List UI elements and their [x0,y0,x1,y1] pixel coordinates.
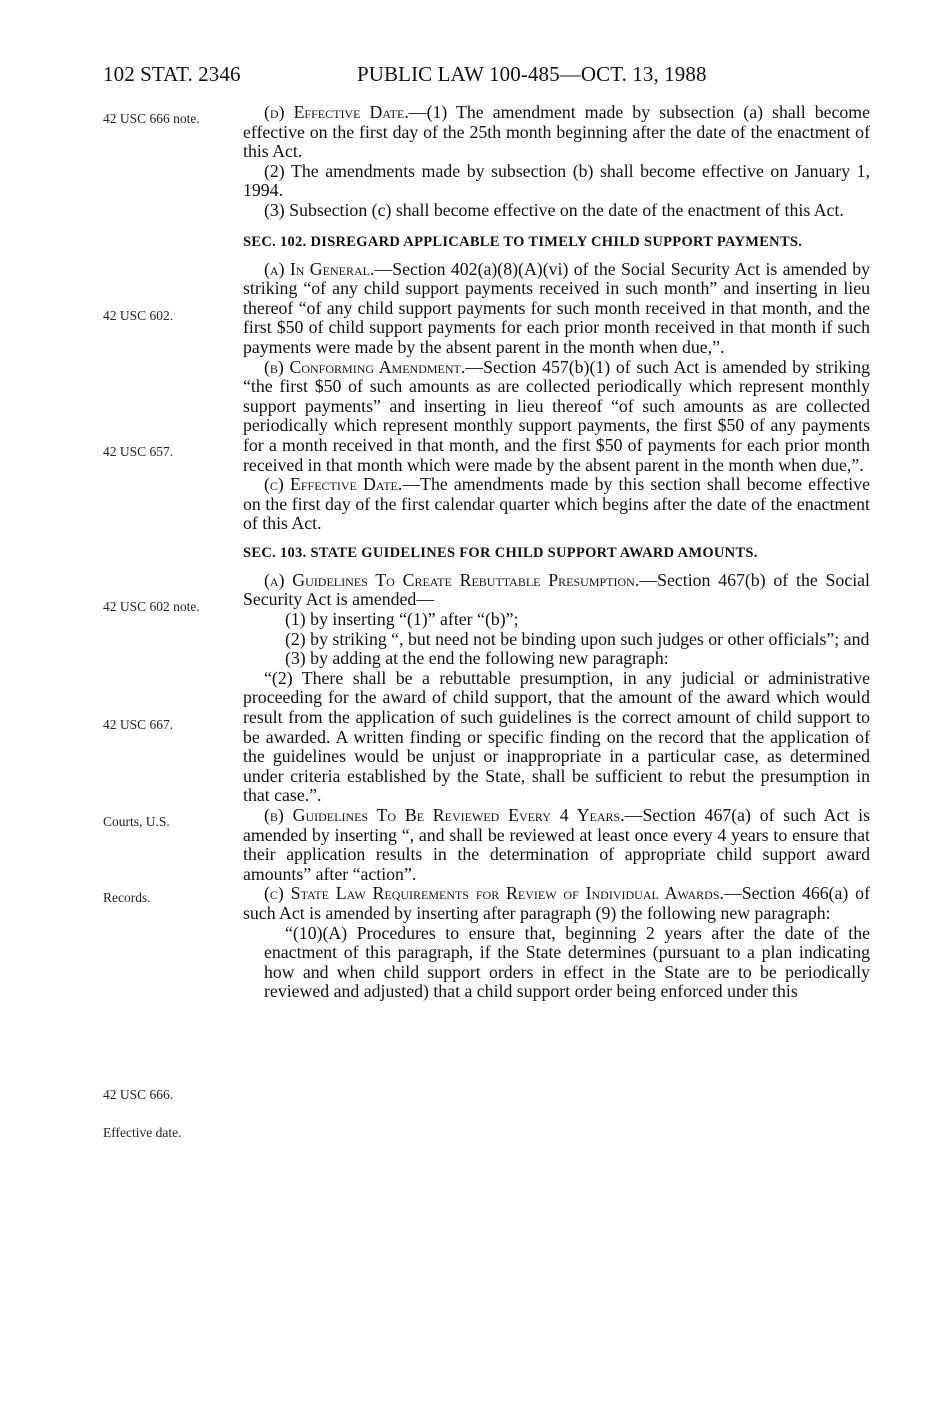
section-heading-102: SEC. 102. DISREGARD APPLICABLE TO TIMELY CHILD SUPPORT PAYMENTS. [243,233,803,250]
paragraph-d-1: (d) Effective Date.—(1) The amendment made by subsection (a) shall become effective on the first day of the 25th month beginning after the date of the enactment of this Act. [243,102,870,162]
margin-note-citation: 42 USC 602. [103,308,174,323]
margin-note-citation: 42 USC 602 note. [103,599,200,614]
paragraph-102-a: (a) In General.—Section 402(a)(8)(A)(vi) of the Social Security Act is amended by striking “of any child support payments received in such month” and inserting in lieu thereof “of any child support payments for such month received in that month, and the first $50 of child support payments for each prior month received in that month if such payments were made by the absent parent in the month when due,”. [243,258,870,357]
margin-note-topic: Effective date. [103,1125,182,1140]
margin-note-citation: 42 USC 667. [103,717,174,732]
margin-note-topic: Courts, U.S. [103,814,170,829]
subsection-heading: (d) Effective Date. [264,102,409,122]
subsection-heading: (c) State Law Requirements for Review of Individual Awards. [264,883,724,904]
statute-body [243,103,870,1002]
paragraph-103-b: (b) Guidelines To Be Reviewed Every 4 Years.—Section 467(a) of such Act is amended by inserting “, and shall be reviewed at least once every 4 years to ensure that their application results in the determination of appropriate child support award amounts” after “action”. [243,805,870,884]
paragraph-102-c: (c) Effective Date.—The amendments made by this section shall become effective on the first day of the first calendar quarter which begins after the date of the enactment of this Act. [243,474,870,534]
paragraph-d-3: (3) Subsection (c) shall become effective on the date of the enactment of this Act. [264,199,844,220]
paragraph-d-2: (2) The amendments made by subsection (b) shall become effective on January 1, 1994. [243,160,870,201]
clause-103-a-2: (2) by striking “, but need not be binding upon such judges or other officials”; and [285,628,870,649]
paragraph-103-c: (c) State Law Requirements for Review of Individual Awards.—Section 466(a) of such Act is amended by inserting after paragraph (9) the following new paragraph: [243,883,870,923]
statute-page-number: 102 STAT. 2346 [103,62,241,86]
paragraph-102-b: (b) Conforming Amendment.—Section 457(b)(1) of such Act is amended by striking “the first $50 of such amounts as are collected periodically which represent monthly support payments” and inserting in lieu thereof “of such amounts as are collected periodically which represent monthly support payments, the first $50 of any payments for a month received in that month, and the first $50 of payments for each prior month received in that month which were made by the absent parent in the month when due,”. [243,356,870,475]
subsection-heading: (a) Guidelines To Create Rebuttable Presumption. [264,569,640,590]
subsection-heading: (b) Guidelines To Be Reviewed Every 4 Years. [264,805,625,825]
quoted-paragraph-103-c: “(10)(A) Procedures to ensure that, beginning 2 years after the date of the enactment of this paragraph, if the State determines (pursuant to a plan indicating how and when child support orders in effect in the State are to be periodically reviewed and adjusted) that a child support order being enforced under this [264,922,870,1002]
paragraph-103-a: (a) Guidelines To Create Rebuttable Presumption.—Section 467(b) of the Social Security Act is amended— [243,569,870,610]
public-law-title: PUBLIC LAW 100-485—OCT. 13, 1988 [357,62,707,86]
subsection-heading: (b) Conforming Amendment. [264,356,466,377]
section-heading-103: SEC. 103. STATE GUIDELINES FOR CHILD SUPPORT AWARD AMOUNTS. [243,544,758,561]
clause-103-a-3: (3) by adding at the end the following new paragraph: [285,648,669,669]
margin-note-citation: 42 USC 666 note. [103,111,200,126]
margin-note-citation: 42 USC 666. [103,1087,174,1102]
clause-103-a-1: (1) by inserting “(1)” after “(b)”; [285,609,519,630]
margin-note-topic: Records. [103,890,151,905]
subsection-heading: (a) In General. [264,258,375,279]
margin-note-citation: 42 USC 657. [103,444,174,459]
quoted-paragraph-103-a: “(2) There shall be a rebuttable presumption, in any judicial or administrative proceeding for the award of child support, that the amount of the award which would result from the application of such guidelines is the correct amount of child support to be awarded. A written finding or specific finding on the record that the application of the guidelines would be unjust or inappropriate in a particular case, as determined under criteria established by the State, shall be sufficient to rebut the presumption in that case.”. [243,667,870,806]
subsection-heading: (c) Effective Date. [264,474,403,495]
